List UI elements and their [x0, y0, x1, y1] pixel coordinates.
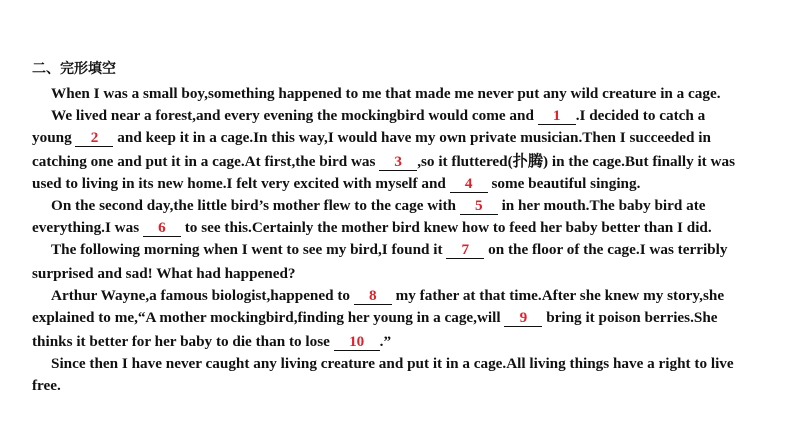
passage-text: free.	[32, 377, 61, 394]
blank-number: 2	[90, 129, 99, 146]
passage-text: in her mouth.The baby bird ate	[497, 197, 706, 214]
answer-blank	[143, 220, 181, 237]
passage-line	[32, 218, 712, 238]
passage-text: everything.I was	[32, 219, 143, 236]
passage-text: surprised and sad! What had happened?	[32, 265, 296, 282]
answer-blank	[460, 198, 498, 215]
answer-blank	[75, 130, 113, 147]
passage-text: young	[32, 129, 76, 146]
passage-text: Since then I have never caught any living creature and put it in a cage.All living things have a right to live	[51, 355, 734, 372]
blank-number: 4	[464, 175, 473, 192]
passage-line	[32, 264, 295, 284]
answer-blank	[504, 310, 542, 327]
passage-line	[51, 196, 706, 216]
passage-text: .I decided to catch a	[575, 107, 706, 124]
passage-text: On the second day,the little bird’s mother flew to the cage with	[51, 197, 460, 214]
passage-text: .”	[379, 333, 392, 350]
passage-text: my father at that time.After she knew my story,she	[391, 287, 725, 304]
blank-number: 1	[552, 107, 561, 124]
passage-line	[51, 106, 705, 126]
blank-number: 8	[369, 287, 377, 304]
blank-number: 5	[474, 197, 483, 214]
section-title: 二、完形填空	[32, 61, 116, 77]
blank-number: 10	[349, 333, 365, 350]
blank-number: 6	[158, 219, 166, 236]
passage-line	[32, 332, 391, 352]
passage-line	[51, 354, 734, 374]
passage-line	[32, 152, 735, 172]
answer-blank	[379, 154, 417, 171]
passage-text: ,so it fluttered(扑腾) in the cage.But finally it was	[417, 153, 736, 170]
passage-line	[32, 376, 61, 396]
passage-text: some beautiful singing.	[487, 175, 641, 192]
passage-text: We lived near a forest,and every evening the mockingbird would come and	[51, 107, 538, 124]
passage-line	[51, 240, 727, 260]
passage-text: to see this.Certainly the mother bird knew how to feed her baby better than I did.	[180, 219, 712, 236]
passage-text: explained to me,“A mother mockingbird,finding her young in a cage,will	[32, 309, 505, 326]
passage-text: thinks it better for her baby to die than to lose	[32, 333, 334, 350]
passage-line	[32, 128, 711, 148]
passage-text: When I was a small boy,something happened to me that made me never put any wild creature in a cage.	[51, 85, 721, 102]
answer-blank	[450, 176, 488, 193]
passage-text: catching one and put it in a cage.At first,the bird was	[32, 153, 380, 170]
passage-text: used to living in its new home.I felt very excited with myself and	[32, 175, 450, 192]
passage-line	[32, 174, 640, 194]
passage-line	[51, 84, 721, 104]
passage-text: on the floor of the cage.I was terribly	[484, 241, 728, 258]
passage-text: and keep it in a cage.In this way,I would have my own private musician.Then I succeeded in	[113, 129, 711, 146]
blank-number: 9	[519, 309, 528, 326]
answer-blank	[538, 108, 576, 125]
passage-text: bring it poison berries.She	[542, 309, 718, 326]
blank-number: 7	[461, 241, 470, 258]
answer-blank	[446, 242, 484, 259]
answer-blank	[334, 334, 380, 351]
passage-line	[51, 286, 724, 306]
passage-line	[32, 308, 718, 328]
blank-number: 3	[394, 153, 403, 170]
passage-text: Arthur Wayne,a famous biologist,happened to	[51, 287, 354, 304]
answer-blank	[354, 288, 392, 305]
passage-text: The following morning when I went to see my bird,I found it	[51, 241, 447, 258]
